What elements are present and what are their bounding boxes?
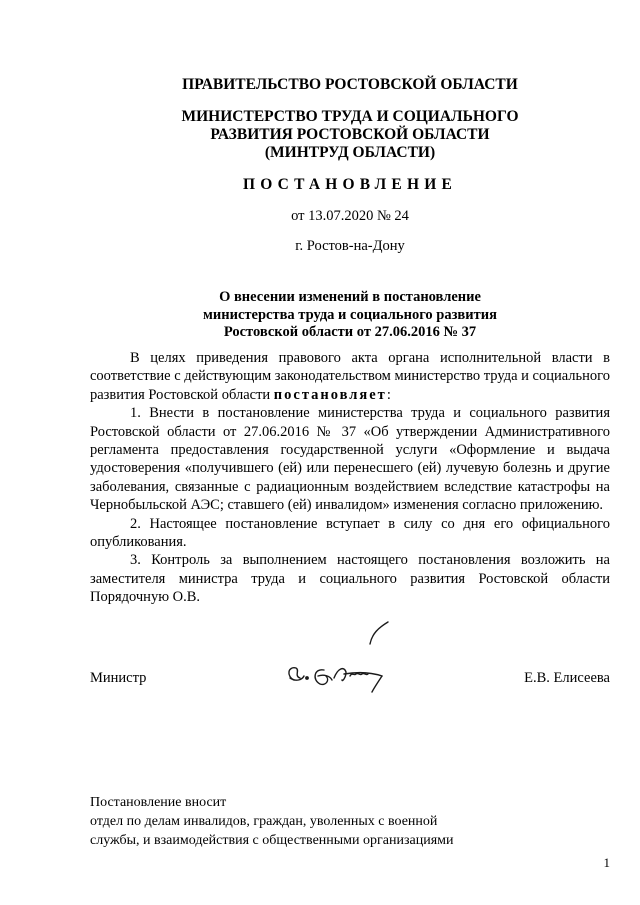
intro-paragraph xyxy=(90,349,610,404)
ministry-title xyxy=(90,108,610,162)
document-footer xyxy=(90,793,454,850)
ministry-line: (МИНТРУД ОБЛАСТИ) xyxy=(264,144,436,161)
document-city: г. Ростов-на-Дону xyxy=(295,238,405,254)
body-item-2: 2. Настоящее постановление вступает в силу со дня его официального опубликования. xyxy=(90,515,610,551)
subject-line: министерства труда и социального развития xyxy=(203,306,497,323)
signatory-name: Е.В. Елисеева xyxy=(524,670,610,686)
footer-line: Постановление вносит xyxy=(90,795,227,810)
intro-resolves: постановляет xyxy=(273,386,387,403)
body-item-3: 3. Контроль за выполнением настоящего постановления возложить на заместителя министра труда и социального развития Ростовской области Порядочную О.В. xyxy=(90,552,610,606)
page-number: 1 xyxy=(603,855,610,870)
body-item-1: 1. Внести в постановление министерства труда и социального развития Ростовской области от 27.06.2016 № 37 «Об утверждении Административного регламента предоставления государственной услуги «Оформление и выдача удостоверения «получившего (ей) или перенесшего (ей) лучевую болезнь и другие заболевания, связанные с радиационным воздействием вследствие катастрофы на Чернобыльской АЭС; ставшего (ей) инвалидом» изменения согласно приложению. xyxy=(90,405,610,514)
intro-colon: : xyxy=(386,386,391,403)
footer-line: службы, и взаимодействия с общественными организациями xyxy=(90,833,454,848)
signatory-title: Министр xyxy=(90,670,147,686)
ministry-line: РАЗВИТИЯ РОСТОВСКОЙ ОБЛАСТИ xyxy=(210,126,490,143)
subject-line: О внесении изменений в постановление xyxy=(219,289,481,305)
handwritten-signature xyxy=(280,618,400,698)
ministry-line: МИНИСТЕРСТВО ТРУДА И СОЦИАЛЬНОГО xyxy=(181,108,519,125)
document-dateline: от 13.07.2020 № 24 xyxy=(291,208,409,224)
intro-text: В целях приведения правового акта органа исполнительной власти в соответствие с действующим законодательством министерство труда и социального развития Ростовской области xyxy=(90,350,610,403)
document-body xyxy=(90,349,610,607)
subject-line: Ростовской области от 27.06.2016 № 37 xyxy=(223,324,477,340)
document-type: ПОСТАНОВЛЕНИЕ xyxy=(242,176,458,193)
footer-line: отдел по делам инвалидов, граждан, уволенных с военной xyxy=(90,814,438,829)
document-subject xyxy=(90,289,610,342)
government-title: ПРАВИТЕЛЬСТВО РОСТОВСКОЙ ОБЛАСТИ xyxy=(182,76,518,93)
